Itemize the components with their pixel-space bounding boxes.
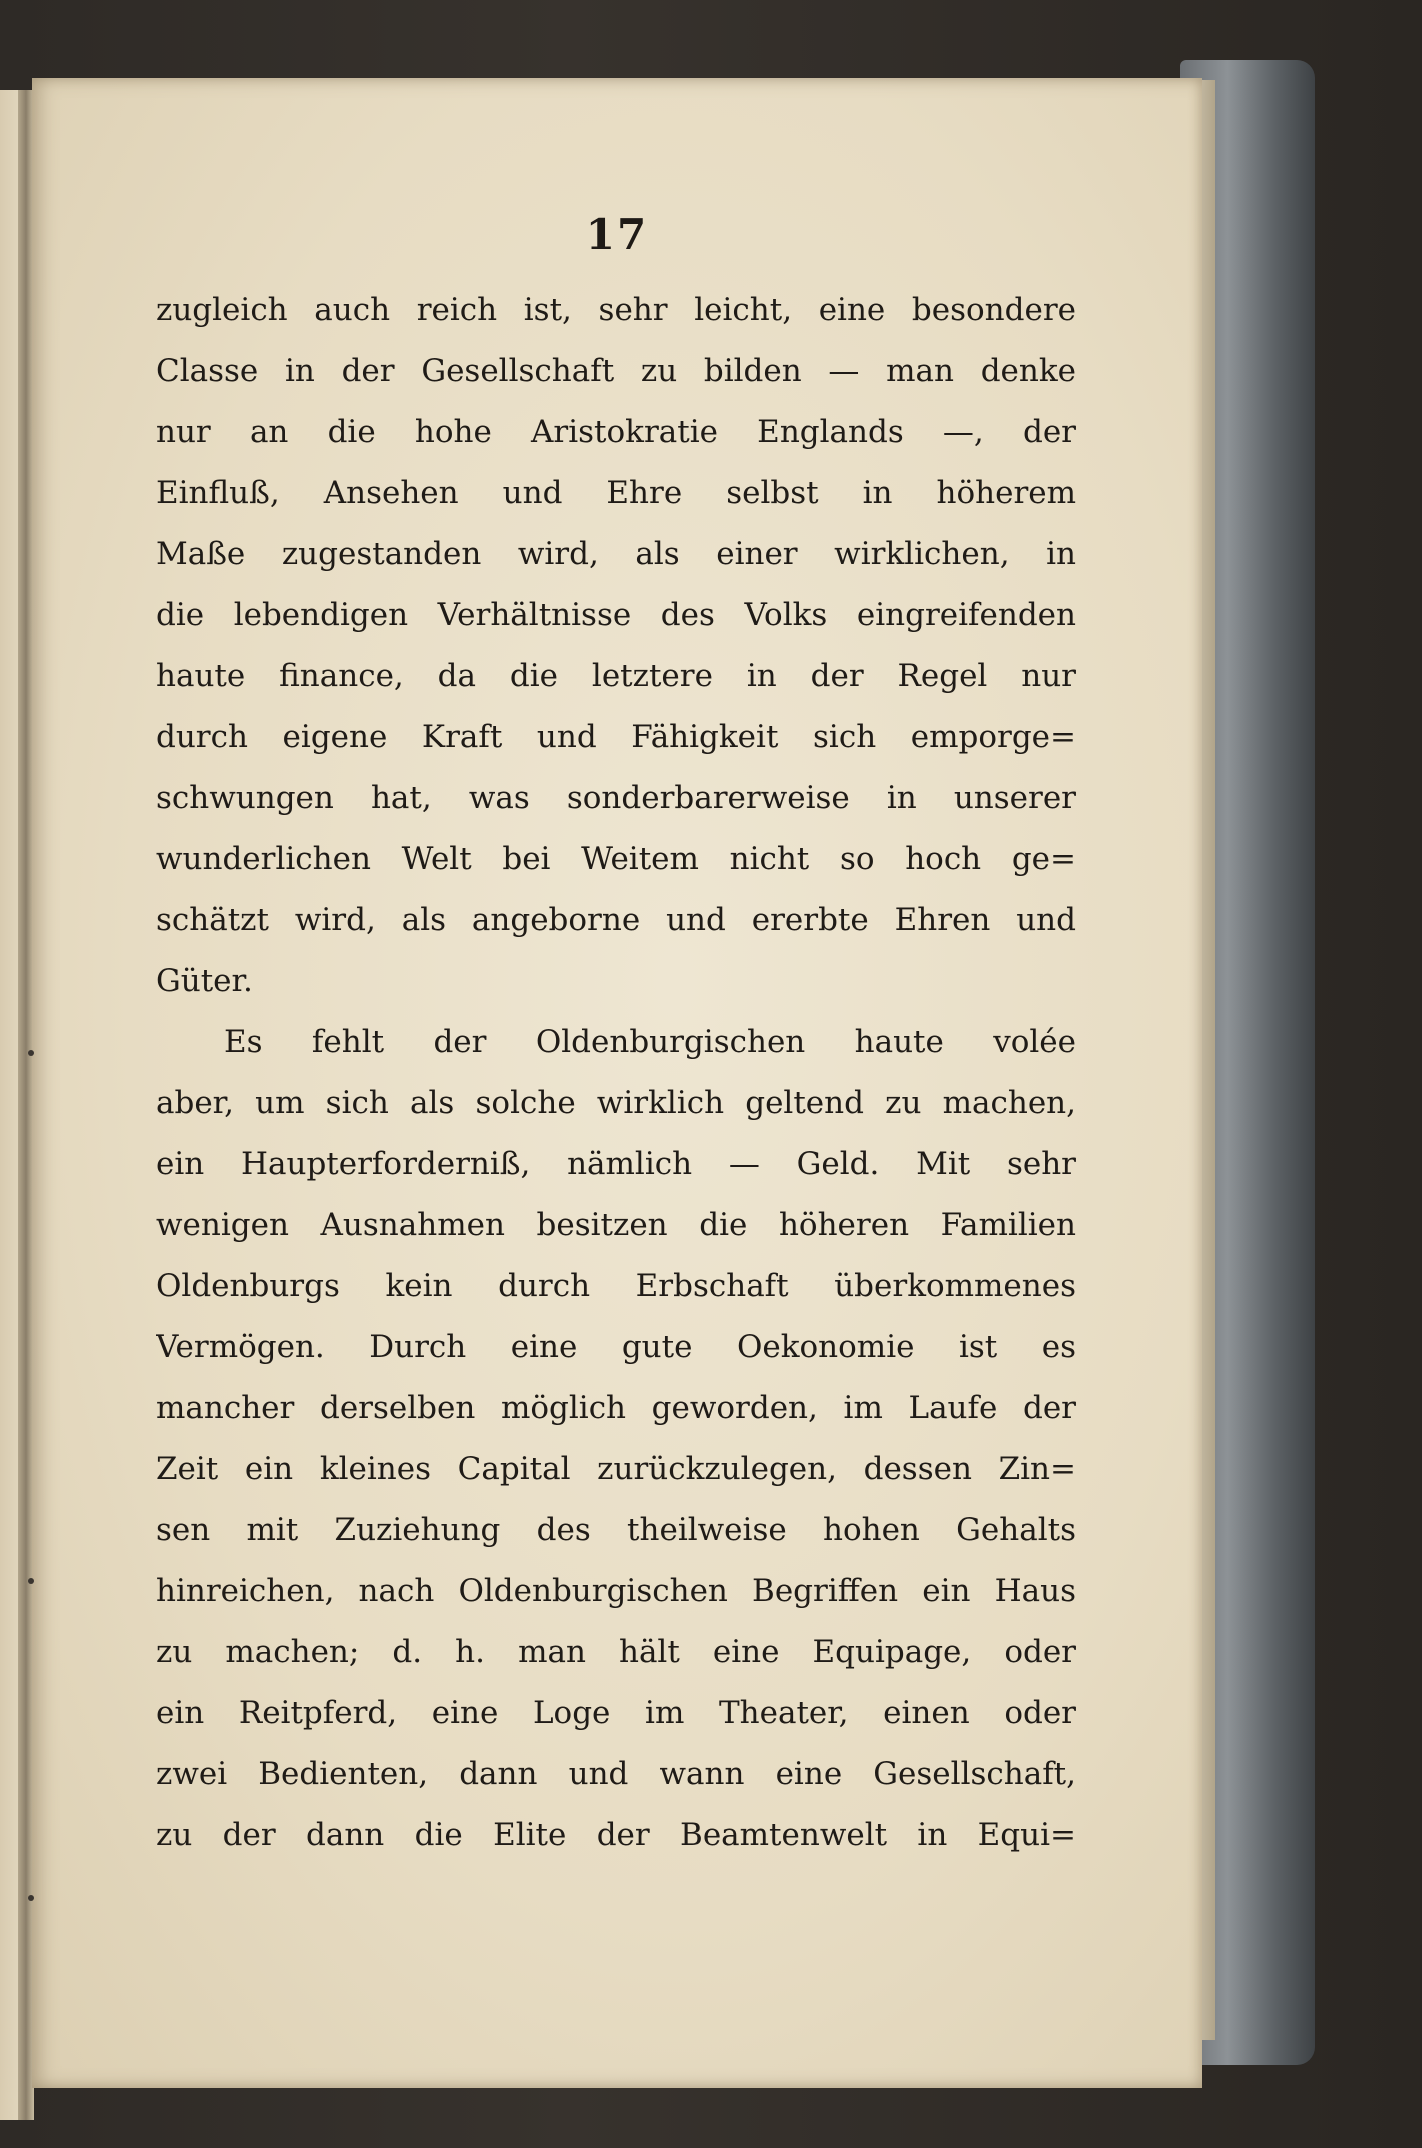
text-line: zwei Bedienten, dann und wann eine Gesellschaft, [156, 1756, 1076, 1792]
text-line: wunderlichen Welt bei Weitem nicht so hoch ge= [156, 841, 1076, 877]
margin-mark [28, 1895, 34, 1901]
text-line: Vermögen. Durch eine gute Oekonomie ist es [156, 1329, 1076, 1365]
text-line: ein Haupterforderniß, nämlich — Geld. Mit sehr [156, 1146, 1076, 1182]
text-line: hinreichen, nach Oldenburgischen Begriffen ein Haus [156, 1573, 1076, 1609]
text-line: nur an die hohe Aristokratie Englands —, der [156, 414, 1076, 450]
text-line: Zeit ein kleines Capital zurückzulegen, dessen Zin= [156, 1451, 1076, 1487]
page-number: 17 [585, 210, 649, 259]
margin-mark [28, 1050, 34, 1056]
text-line: zugleich auch reich ist, sehr leicht, eine besondere [156, 292, 1076, 328]
text-line: schwungen hat, was sonderbarerweise in unserer [156, 780, 1076, 816]
text-line: Oldenburgs kein durch Erbschaft überkommenes [156, 1268, 1076, 1304]
text-line: sen mit Zuziehung des theilweise hohen Gehalts [156, 1512, 1076, 1548]
text-line: zu der dann die Elite der Beamtenwelt in Equi= [156, 1817, 1076, 1853]
text-line: Maße zugestanden wird, als einer wirklichen, in [156, 536, 1076, 572]
book-page [32, 78, 1202, 2088]
text-line: Classe in der Gesellschaft zu bilden — man denke [156, 353, 1076, 389]
text-line: schätzt wird, als angeborne und ererbte Ehren und [156, 902, 1076, 938]
paragraph-end-line: Güter. [156, 963, 253, 999]
text-line: mancher derselben möglich geworden, im Laufe der [156, 1390, 1076, 1426]
text-line: die lebendigen Verhältnisse des Volks eingreifenden [156, 597, 1076, 633]
text-line: durch eigene Kraft und Fähigkeit sich emporge= [156, 719, 1076, 755]
text-line: wenigen Ausnahmen besitzen die höheren Familien [156, 1207, 1076, 1243]
paragraph-start-line: Es fehlt der Oldenburgischen haute volée [224, 1024, 1076, 1060]
text-line: ein Reitpferd, eine Loge im Theater, einen oder [156, 1695, 1076, 1731]
body-text [156, 280, 1076, 1866]
text-line: Einfluß, Ansehen und Ehre selbst in höherem [156, 475, 1076, 511]
margin-mark [28, 1578, 34, 1584]
text-line: haute finance, da die letztere in der Regel nur [156, 658, 1076, 694]
text-line: aber, um sich als solche wirklich geltend zu machen, [156, 1085, 1076, 1121]
text-line: zu machen; d. h. man hält eine Equipage, oder [156, 1634, 1076, 1670]
